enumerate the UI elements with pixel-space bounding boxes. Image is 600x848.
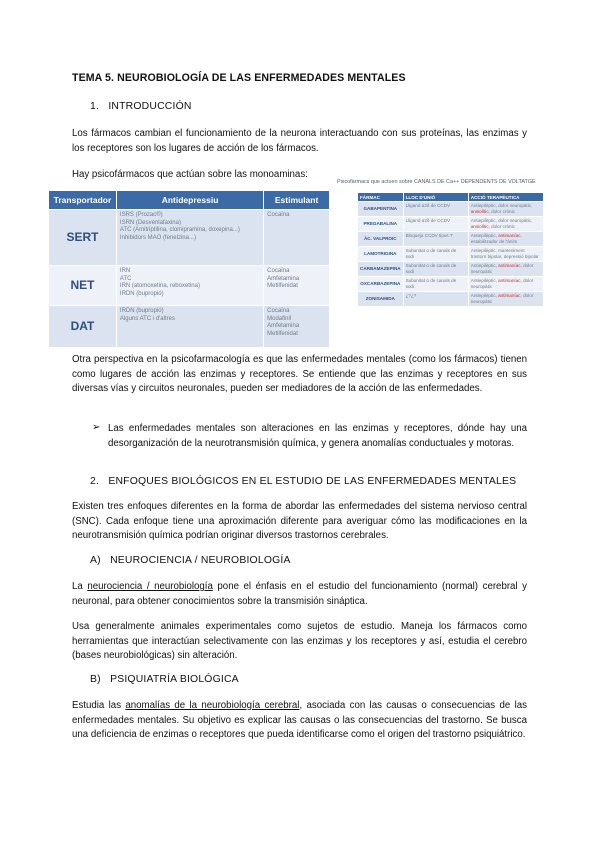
cell-line: ISRS (Prozac®) <box>119 212 163 218</box>
paragraph-monoaminas: Hay psicofármacos que actúan sobre las monoaminas: <box>72 169 308 180</box>
section-heading-psiquiatria <box>90 674 239 685</box>
binding-site: ¿?¿? <box>403 292 468 307</box>
cell-line: IRN (atomoxetina, reboxetina) <box>119 283 200 290</box>
arrow-bullet-icon: ➢ <box>92 422 101 433</box>
table-header: ACCIÓ TERAPÈUTICA <box>468 193 543 202</box>
therapeutic-action: Antiepilèptic, antimaníac, estabilitzador de l'ànim <box>468 232 543 247</box>
section-label: INTRODUCCIÓN <box>108 101 192 112</box>
table-row <box>358 292 544 307</box>
drug-name: OXCARBAZEPINA <box>358 277 404 292</box>
cell-line: Amfetamina <box>267 275 300 282</box>
binding-site: Subunitat α de canals de sodi <box>403 247 468 262</box>
table-header: FÀRMAC <box>358 193 404 202</box>
underlined-term: anomalías de la neurobiología cerebral <box>125 700 300 711</box>
section-number: A) <box>90 555 101 566</box>
therapeutic-action: Antiepilèptic, dolor neuropàtic, ansiolític, dolor crònic <box>468 202 543 217</box>
stimulant-cell <box>264 210 330 266</box>
drug-name: GABAPENTINA <box>358 202 404 217</box>
table-row <box>358 232 544 247</box>
table-row <box>358 202 544 217</box>
table-row <box>49 266 330 306</box>
drug-name: CARBAMAZEPINA <box>358 262 404 277</box>
antidepressant-cell <box>116 210 263 266</box>
bullet-text: Las enfermedades mentales son alteraciones en las enzimas y receptores, dónde hay una desorganización de la neurotransmisión química, y genera anomalías conductuales y motoras. <box>108 423 527 449</box>
drug-name: LAMOTRIGINA <box>358 247 404 262</box>
therapeutic-action: Antiepilèptic, manteniment trastorn bipolar, depressió bipolar <box>468 247 543 262</box>
table-row <box>358 277 544 292</box>
cell-line: Modafinil <box>267 315 292 322</box>
drug-name: PREGABALINA <box>358 217 404 232</box>
text-run: La <box>72 581 88 592</box>
stimulant-cell <box>264 266 330 306</box>
paragraph-neurociencia <box>72 580 527 609</box>
underlined-term: neurociencia / neurobiología <box>87 581 213 592</box>
section-number: 2. <box>90 476 100 487</box>
cell-line: Cocaïna <box>267 212 290 218</box>
text-run: , asociada con las causas o consecuencias de las enfermedades mentales. Su objetivo es explicar las causas o las consecuencias del trastorno. Se busca una deficiencia de enzimas o receptores que pueda identificarse como el origen del trastorno psiquiátrico. <box>72 700 527 740</box>
section-heading-enfoques <box>90 476 516 487</box>
therapeutic-action: Antiepilèptic, dolor neuropàtic, ansiolític, dolor crònic <box>468 217 543 232</box>
cell-line: Amfetamina <box>267 323 300 330</box>
table-header: LLOC D'UNIÓ <box>403 193 468 202</box>
cell-line: Metilfenidat <box>267 330 298 337</box>
therapeutic-action: Antiepilèptic, antimaníac, dolor neuropàtic <box>468 277 543 292</box>
drug-name: ZONISAMIDA <box>358 292 404 307</box>
binding-site: Subunitat α de canals de sodi <box>403 277 468 292</box>
binding-site: Lligand α2δ de CCDV <box>403 202 468 217</box>
binding-site: Bloqueja CCDV tipus T <box>403 232 468 247</box>
calcium-channel-drug-table <box>357 192 544 307</box>
cell-line: ATC (Amitriptilina, clomipramina, doxepina...) <box>119 227 240 234</box>
section-heading-neurociencia <box>90 555 291 566</box>
drug-name: ÀC. VALPROIC <box>358 232 404 247</box>
transporter-name: SERT <box>49 210 117 266</box>
table-header: Antidepressiu <box>116 191 263 210</box>
cell-line: Cocaïna <box>267 308 290 314</box>
cell-line: Cocaïna <box>267 268 290 274</box>
cell-line: ATC <box>119 275 132 282</box>
section-label: PSIQUIATRÍA BIOLÓGICA <box>110 674 239 685</box>
transporter-name: DAT <box>49 306 117 348</box>
section-number: B) <box>90 674 101 685</box>
stimulant-cell <box>264 306 330 348</box>
page-title: TEMA 5. NEUROBIOLOGÍA DE LAS ENFERMEDADES MENTALES <box>72 72 406 84</box>
transporter-name: NET <box>49 266 117 306</box>
cell-line: IRDN (bupropió) <box>119 308 164 314</box>
cell-line: IRDN (bupropió) <box>119 290 164 297</box>
binding-site: Subunitat α de canals de sodi <box>403 262 468 277</box>
cell-line: Inhibidors MAO (fenelzina...) <box>119 234 196 241</box>
cell-line: IRN <box>119 268 131 274</box>
section-label: ENFOQUES BIOLÓGICOS EN EL ESTUDIO DE LAS ENFERMEDADES MENTALES <box>108 476 517 487</box>
therapeutic-action: Antiepilèptic, antimaníac, dolor neuropàtic <box>468 262 543 277</box>
table-row <box>358 217 544 232</box>
section-heading-introduccion <box>90 101 192 112</box>
cell-line: Alguns ATC i d'altres <box>119 315 175 322</box>
paragraph-perspectiva: Otra perspectiva en la psicofarmacología es que las enfermedades mentales (como los fármacos) tienen como lugares de acción las enzimas y receptores. Se entiende que las enzimas y receptores en sus diversas vías y circuitos neuronales, pueden ser mediadores de la acción de las enfermedades. <box>72 354 527 394</box>
monoamine-transporter-table <box>48 190 330 348</box>
calcium-channel-table-caption: Psicofàrmacs que actuen sobre CANALS DE Ca++ DEPENDENTS DE VOLTATGE <box>337 179 536 185</box>
therapeutic-action: Antiepilèptic, antimaníac, dolor neuropàtic <box>468 292 543 307</box>
paragraph-psiquiatria <box>72 699 527 743</box>
antidepressant-cell <box>116 266 263 306</box>
paragraph-enfoques: Existen tres enfoques diferentes en la forma de abordar las enfermedades del sistema nervioso central (SNC). Cada enfoque tiene una aproximación diferente para averiguar cómo las modificaciones en la neurotransmisión química podrían originar diversos trastornos cerebrales. <box>72 501 527 541</box>
table-header: Transportador <box>49 191 117 210</box>
text-run: pone el énfasis en el estudio del funcionamiento (normal) cerebral y neuronal, para obtener conocimientos sobre la transmisión sináptica. <box>72 581 528 607</box>
table-header: Estimulant <box>264 191 330 210</box>
table-row <box>358 247 544 262</box>
paragraph-animales: Usa generalmente animales experimentales como sujetos de estudio. Maneja los fármacos como herramientas que interactúan selectivamente con las enzimas y los receptores y así, estudia el cerebro (bases neurobiológicas) sin alteración. <box>72 621 527 661</box>
table-row <box>358 262 544 277</box>
cell-line: ISRN (Desvenlafaxina) <box>119 219 181 226</box>
table-row <box>49 210 330 266</box>
text-run: Estudia las <box>72 700 126 711</box>
paragraph-intro: Los fármacos cambian el funcionamiento de la neurona interactuando con sus proteínas, las enzimas y los receptores son los lugares de acción de los fármacos. <box>72 128 527 154</box>
antidepressant-cell <box>116 306 263 348</box>
binding-site: Lligand α2δ de CCDV <box>403 217 468 232</box>
section-label: NEUROCIENCIA / NEUROBIOLOGÍA <box>110 555 291 566</box>
section-number: 1. <box>90 101 100 112</box>
table-row <box>49 306 330 348</box>
cell-line: Metilfenidat <box>267 283 298 290</box>
